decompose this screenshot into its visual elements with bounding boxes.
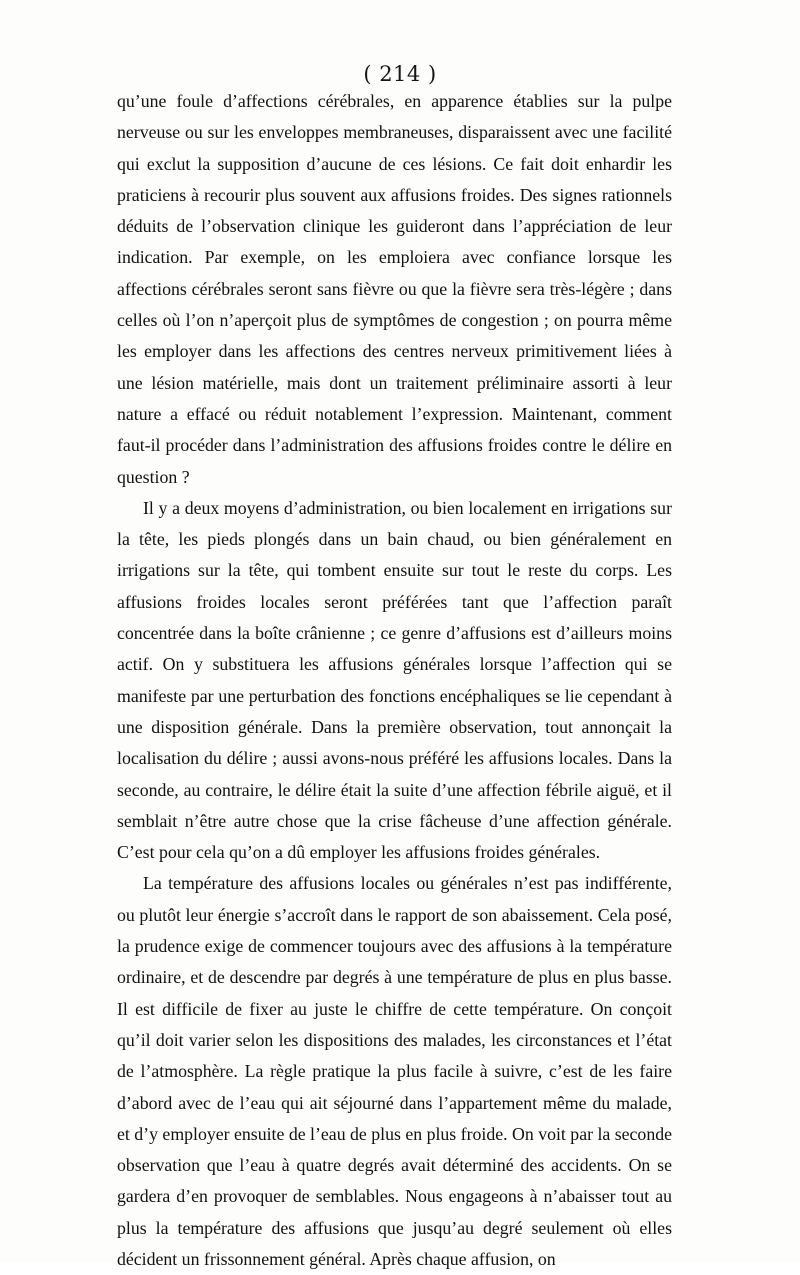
paragraph-1: qu’une foule d’affections cérébrales, en apparence établies sur la pulpe nerveuse ou sur les enveloppes membraneuses, disparaissent avec une facilité qui exclut la supposition d’aucune de ces lésions. Ce fait doit enhardir les praticiens à recourir plus souvent aux affusions froides. Des signes rationnels déduits de l’observation clinique les guideront dans l’appréciation de leur indication. Par exemple, on les emploiera avec confiance lorsque les affections cérébrales seront sans fièvre ou que la fièvre sera très-légère ; dans celles où l’on n’aperçoit plus de symptômes de congestion ; on pourra même les employer dans les affections des centres nerveux primitivement liées à une lésion matérielle, mais dont un traitement préliminaire assorti à leur nature a effacé ou réduit notablement l’expression. Maintenant, comment faut-il procéder dans l’administration des affusions froides contre le délire en question ? <box>117 91 672 487</box>
paragraph-3: La température des affusions locales ou générales n’est pas indifférente, ou plutôt leur énergie s’accroît dans le rapport de son abaissement. Cela posé, la prudence exige de commencer toujours avec des affusions à la température ordinaire, et de descendre par degrés à une température de plus en plus basse. Il est difficile de fixer au juste le chiffre de cette température. On conçoit qu’il doit varier selon les dispositions des malades, les circonstances et l’état de l’atmosphère. La règle pratique la plus facile à suivre, c’est de les faire d’abord avec de l’eau qui ait séjourné dans l’appartement même du malade, et d’y employer ensuite de l’eau de plus en plus froide. On voit par la seconde observation que l’eau à quatre degrés avait déterminé des accidents. On se gardera d’en provoquer de semblables. Nous engageons à n’abaisser tout au plus la température des affusions que jusqu’au degré seulement où elles décident un frissonnement général. Après chaque affusion, on <box>117 873 672 1269</box>
body-text <box>117 86 672 1275</box>
page-number: ( 214 ) <box>363 62 437 86</box>
paragraph-2: Il y a deux moyens d’administration, ou bien localement en irrigations sur la tête, les pieds plongés dans un bain chaud, ou bien généralement en irrigations sur la tête, qui tombent ensuite sur tout le reste du corps. Les affusions froides locales seront préférées tant que l’affection paraît concentrée dans la boîte crânienne ; ce genre d’affusions est d’ailleurs moins actif. On y substituera les affusions générales lorsque l’affection qui se manifeste par une perturbation des fonctions encéphaliques se lie cependant à une disposition générale. Dans la première observation, tout annonçait la localisation du délire ; aussi avons-nous préféré les affusions locales. Dans la seconde, au contraire, le délire était la suite d’une affection fébrile aiguë, et il semblait n’être autre chose que la crise fâcheuse d’une affection générale. C’est pour cela qu’on a dû employer les affusions froides générales. <box>117 497 672 863</box>
